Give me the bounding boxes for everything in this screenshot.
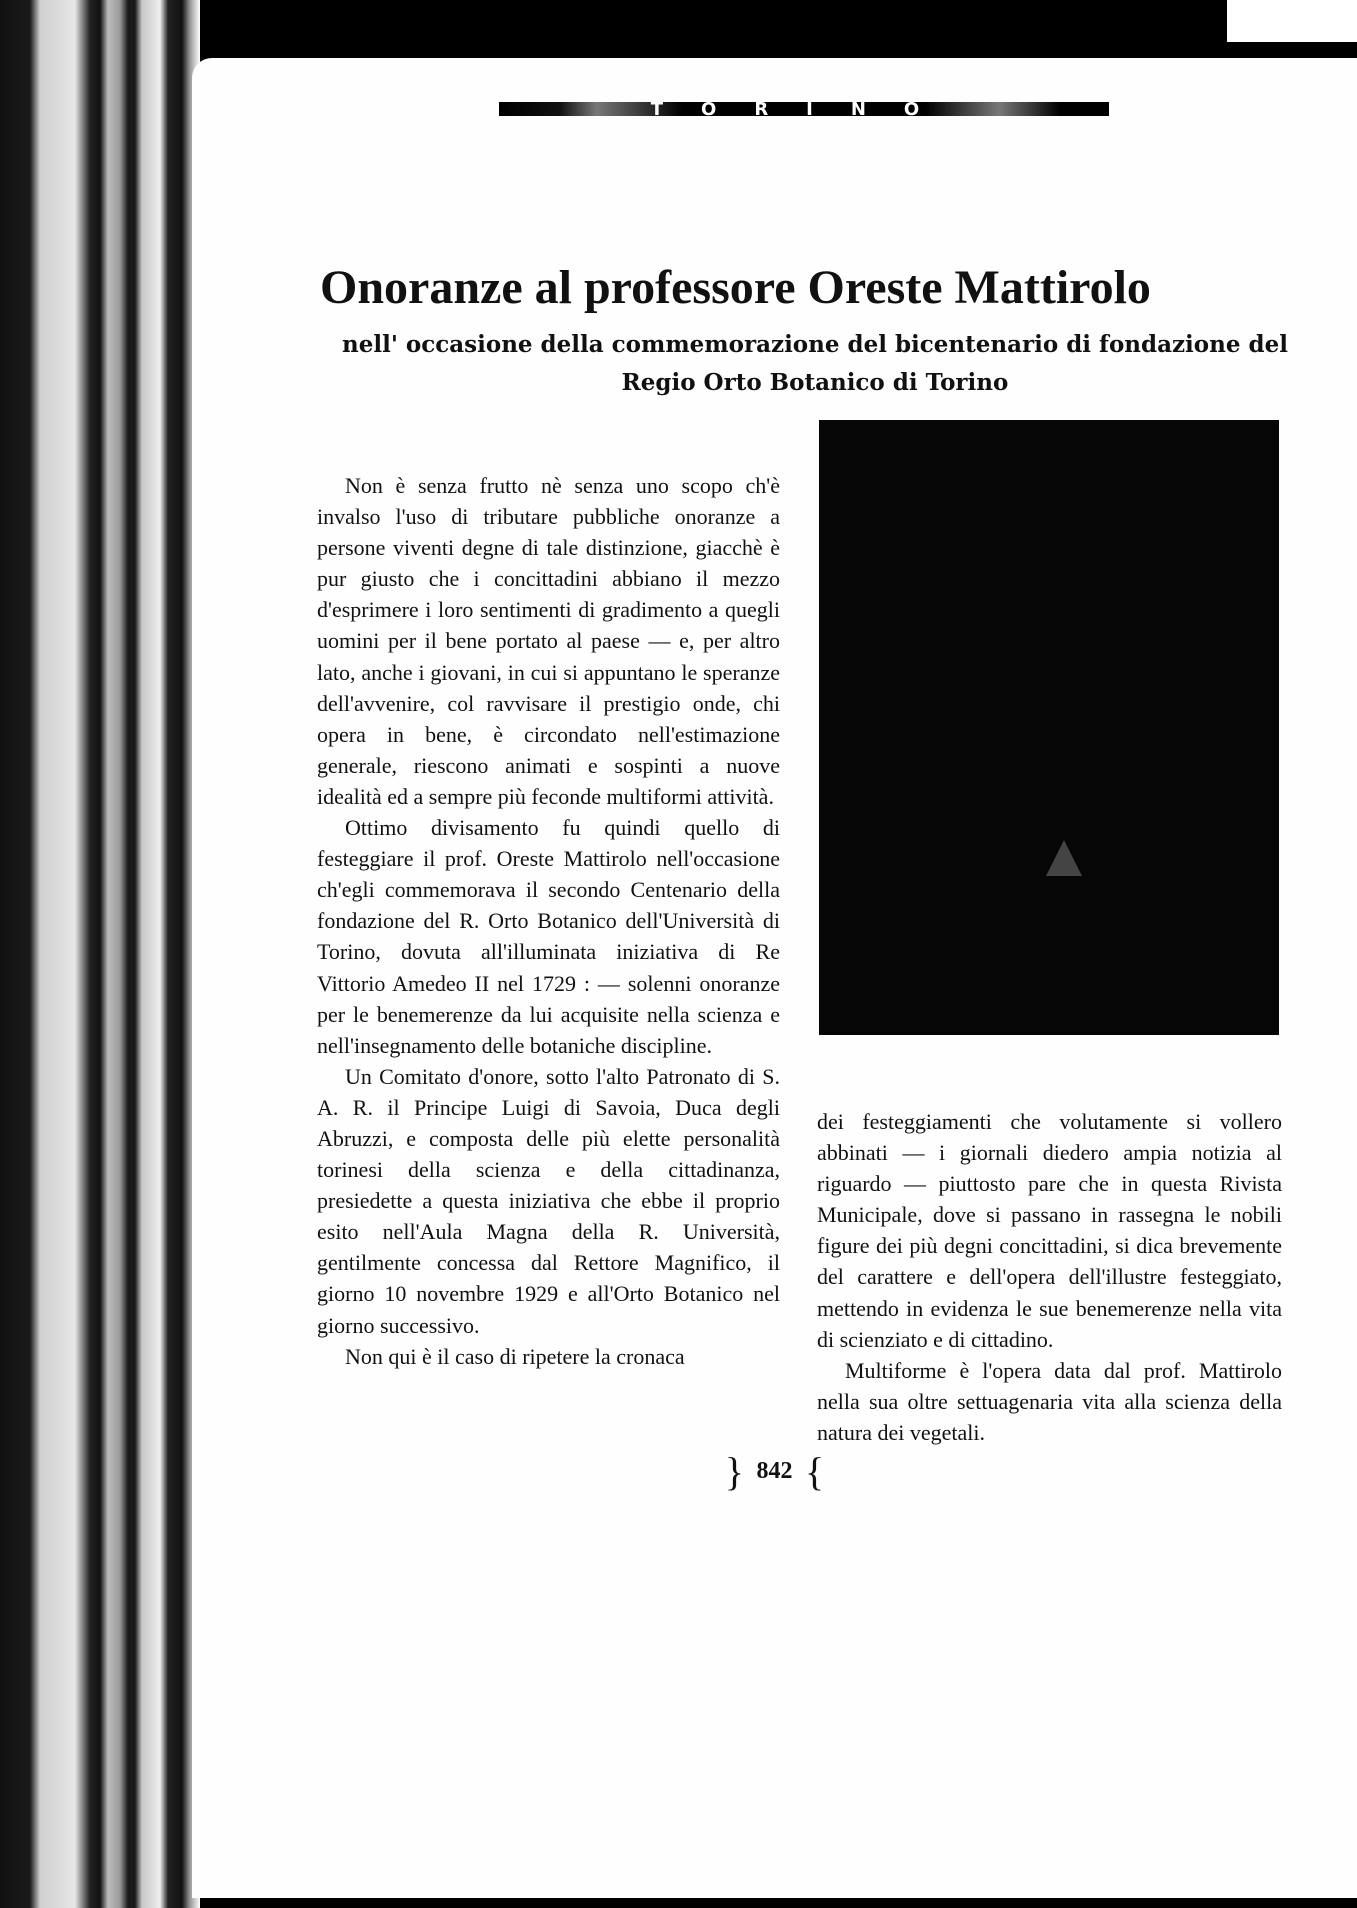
photo-detail [1046,840,1082,876]
page-number [192,1448,1357,1495]
left-column [317,470,780,1372]
paragraph: Ottimo divisamento fu quindi quello di festeggiare il prof. Oreste Mattirolo nell'occasione ch'egli commemorava il secondo Centenario della fondazione del R. Orto Botanico dell'Università di Torino, dovuta all'illuminata iniziativa di Re Vittorio Amedeo II nel 1729 : — solenni onoranze per le benemerenze da lui acquisite nella scienza e nell'insegnamento delle botaniche discipline. [317,815,780,1058]
paragraph: Un Comitato d'onore, sotto l'alto Patronato di S. A. R. il Principe Luigi di Savoia, Duca degli Abruzzi, e composta delle più elette personalità torinesi della scienza e della cittadinanza, presiedette a questa iniziativa che ebbe il proprio esito nell'Aula Magna della R. Università, gentilmente concessa dal Rettore Magnifico, il giorno 10 novembre 1929 e all'Orto Botanico nel giorno successivo. [317,1063,780,1338]
page-number-value: 842 [756,1458,793,1484]
paragraph: Non qui è il caso di ripetere la cronaca [345,1343,685,1369]
paragraph: Non è senza frutto nè senza uno scopo ch'è invalso l'uso di tributare pubbliche onoranze a persone viventi degne di tale distinzione, giacchè è pur giusto che i concittadini abbiano il mezzo d'esprimere i loro sentimenti di gradimento a quegli uomini per il bene portato al paese — e, per altro lato, anche i giovani, in cui si appuntano le speranze dell'avvenire, col ravvisare il prestigio onde, chi opera in bene, è circondato nell'estimazione generale, riescono animati e sospinti a nuove idealità ed a sempre più feconde multiformi attività. [317,473,780,809]
scanned-book-edge [0,0,200,1908]
header-ornament [499,98,1109,120]
ornament-text: TORINO [650,98,958,120]
article-title: Onoranze al professore Oreste Mattirolo [320,261,1151,314]
brace-right-ornament: { [805,1449,825,1494]
paragraph: Multiforme è l'opera data dal prof. Mattirolo nella sua oltre settuagenaria vita alla scienza della natura dei vegetali. [817,1357,1282,1445]
portrait-photo [819,420,1279,1035]
paragraph: dei festeggiamenti che volutamente si vollero abbinati — i giornali diedero ampia notizia al riguardo — piuttosto pare che in questa Rivista Municipale, dove si passano in rassegna le nobili figure dei più degni concittadini, si dica brevemente del carattere e dell'opera dell'illustre festeggiato, mettendo in evidenza le sue benemerenze nella vita di scienziato e di cittadino. [817,1109,1282,1352]
article-subtitle: nell' occasione della commemorazione del bicentenario di fondazione del Regio Orto Botanico di Torino [342,331,1288,396]
scan-margin [1227,0,1357,42]
document-page [192,58,1357,1898]
right-column [817,1106,1282,1448]
brace-left-ornament: } [724,1449,744,1494]
